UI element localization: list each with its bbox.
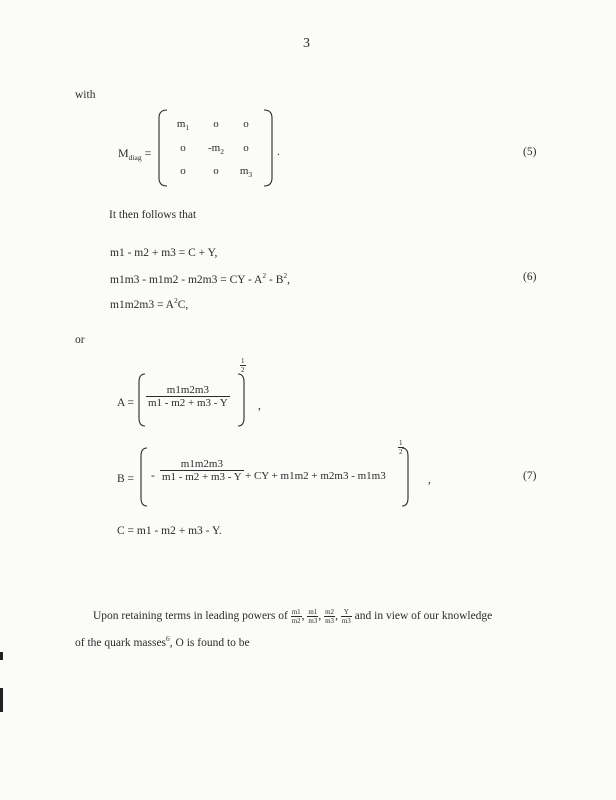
B-fraction <box>160 458 244 483</box>
ratio-m2-m3: $\frac{m2}{m3}$ <box>325 608 335 625</box>
matrix-cell-3-1: o <box>180 165 186 177</box>
A-right-paren <box>236 372 246 428</box>
paragraph-part-1: Upon retaining terms in leading powers of <box>93 610 288 623</box>
matrix-symbol: M <box>118 146 129 160</box>
matrix-cell-3-3: $m_3$ <box>239 165 253 179</box>
then-follows-text: It then follows that <box>109 209 197 221</box>
matrix-cell-2-2: $-m_2$ <box>208 142 224 156</box>
A-comma: , <box>258 400 261 412</box>
eq6-line-1: m1 - m2 + m3 = C + Y, <box>110 247 218 259</box>
eq6-line-3: $m1m2m3 = A^2C$, <box>110 296 189 311</box>
equation-number-5: (5) <box>523 146 537 158</box>
or-text: or <box>75 334 85 346</box>
matrix-cell-1-1: $m_1$ <box>176 118 190 132</box>
intro-with: with <box>75 89 96 101</box>
B-tail-terms: + CY + m1m2 + m2m3 - m1m3 <box>245 470 386 482</box>
equation-number-6: (6) <box>523 271 537 283</box>
matrix-subscript: diag <box>128 153 142 162</box>
B-minus: - <box>151 470 155 482</box>
A-fraction <box>146 384 230 409</box>
paragraph-line-2: of the quark masses$^6$, O is found to be <box>75 634 250 649</box>
matrix-cell-3-2: o <box>213 165 219 177</box>
scan-margin-mark <box>0 688 3 712</box>
matrix-period: . <box>277 146 280 158</box>
A-exponent-half: $\frac{1}{2}$ <box>241 356 245 374</box>
matrix-equals: = <box>144 146 152 160</box>
A-denominator: m1 - m2 + m3 - Y <box>148 397 228 409</box>
B-numerator: m1m2m3 <box>160 458 244 471</box>
eq6-line-2: m1m3 - m1m2 - m2m3 = CY - $A^2 - B^2$, <box>110 271 290 286</box>
matrix-cell-2-1: o <box>180 142 186 154</box>
A-lhs: A = <box>117 397 135 409</box>
paragraph-line-1: Upon retaining terms in leading powers of $\frac{m1}{m2}$ , $\frac{m1}{m3}$ , $\frac{m2}{m3}$ , $\frac{Y}{m3}$ and in view of our knowledge <box>93 608 493 625</box>
matrix-cell-2-3: o <box>243 142 249 154</box>
B-lhs: B = <box>117 473 135 485</box>
B-exponent-half: $\frac{1}{2}$ <box>399 438 403 456</box>
B-left-paren <box>139 446 149 508</box>
C-equation: C = m1 - m2 + m3 - Y. <box>117 525 222 537</box>
page-number: 3 <box>303 36 310 51</box>
equation-number-7: (7) <box>523 470 537 482</box>
B-denominator: m1 - m2 + m3 - Y <box>162 471 242 483</box>
matrix-cell-1-2: o <box>213 118 219 130</box>
paragraph-part-2: and in view of our knowledge <box>354 610 493 623</box>
A-numerator: m1m2m3 <box>146 384 230 397</box>
matrix-label <box>118 146 151 162</box>
ratio-Y-m3: $\frac{Y}{m3}$ <box>341 608 351 625</box>
B-comma: , <box>428 474 431 486</box>
ratio-m1-m3: $\frac{m1}{m3}$ <box>308 608 318 625</box>
scan-margin-mark <box>0 652 3 660</box>
footnote-ref: 6 <box>166 634 170 643</box>
ratio-m1-m2: $\frac{m1}{m2}$ <box>291 608 301 625</box>
matrix-cell-1-3: o <box>243 118 249 130</box>
